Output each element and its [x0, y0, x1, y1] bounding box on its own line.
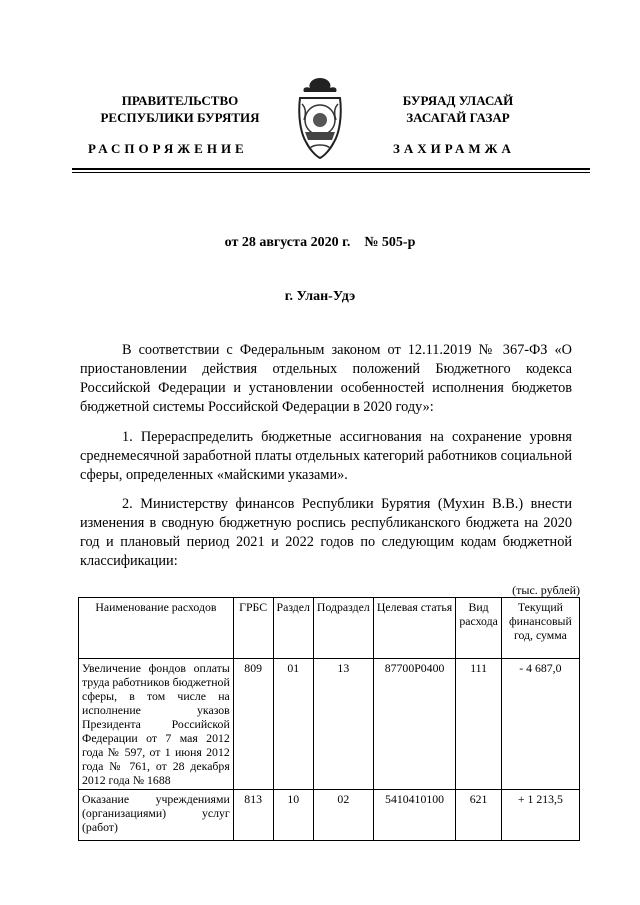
org-name-ru [80, 92, 280, 126]
org-line-2: РЕСПУБЛИКИ БУРЯТИЯ [100, 110, 260, 125]
col-header-name: Наименование расходов [79, 598, 234, 659]
doc-type-bua: ЗАХИРАМЖА [393, 141, 515, 156]
cell-name: Оказание учреждениями (организациями) услуг (работ) [79, 790, 234, 841]
cell-amount: - 4 687,0 [501, 659, 579, 790]
cell-subsection: 13 [313, 659, 373, 790]
cell-expense-type: 111 [456, 659, 501, 790]
col-header-target: Целевая статья [373, 598, 456, 659]
republic-emblem-icon [292, 74, 348, 162]
table-row [79, 659, 580, 790]
cell-amount: + 1 213,5 [501, 790, 579, 841]
doc-type-ru: РАСПОРЯЖЕНИЕ [88, 141, 248, 156]
org-line-1: ПРАВИТЕЛЬСТВО [121, 93, 239, 108]
cell-name: Увеличение фондов оплаты труда работников бюджетной сферы, в том числе на исполнение указов Президента Российской Федерации от 7 мая 2012 года № 597, от 1 июня 2012 года № 761, от 28 декабря 2012 года № 1688 [79, 659, 234, 790]
date-number: от 28 августа 2020 г. № 505-р [224, 235, 416, 250]
units-label: (тыс. рублей) [512, 583, 580, 597]
preamble-paragraph: В соответствии с Федеральным законом от 12.11.2019 № 367-ФЗ «О приостановлении действия отдельных положений Бюджетного кодекса Российской Федерации и установлении особенностей исполнения бюджетов бюджетной системы Российской Федерации в 2020 году»: [80, 342, 572, 415]
cell-grbs: 813 [233, 790, 273, 841]
cell-section: 01 [273, 659, 313, 790]
cell-expense-type: 621 [456, 790, 501, 841]
col-header-expense-type: Вид расхода [456, 598, 501, 659]
org-line-1-bua: БУРЯАД УЛАСАЙ [402, 93, 514, 108]
budget-table [78, 597, 580, 841]
col-header-grbs: ГРБС [233, 598, 273, 659]
cell-target: 5410410100 [373, 790, 456, 841]
cell-target: 87700Р0400 [373, 659, 456, 790]
cell-grbs: 809 [233, 659, 273, 790]
table-header-row [79, 598, 580, 659]
table-row [79, 790, 580, 841]
item-2-paragraph: 2. Министерству финансов Республики Бурятия (Мухин В.В.) внести изменения в сводную бюджетную роспись республиканского бюджета на 2020 год и плановый период 2021 и 2022 годов по следующим кодам бюджетной классификации: [80, 496, 572, 569]
org-name-bua [358, 92, 558, 126]
col-header-subsection: Подраздел [313, 598, 373, 659]
city: г. Улан-Удэ [284, 289, 356, 304]
cell-section: 10 [273, 790, 313, 841]
col-header-section: Раздел [273, 598, 313, 659]
cell-subsection: 02 [313, 790, 373, 841]
header-divider-thick [72, 168, 590, 170]
item-1-paragraph: 1. Перераспределить бюджетные ассигнования на сохранение уровня среднемесячной заработной платы отдельных категорий работников социальной сферы, определенных «майскими указами». [80, 429, 572, 483]
col-header-amount: Текущий финансовый год, сумма [501, 598, 579, 659]
org-line-2-bua: ЗАСАГАЙ ГАЗАР [406, 110, 510, 125]
header-divider-thin [72, 172, 590, 173]
